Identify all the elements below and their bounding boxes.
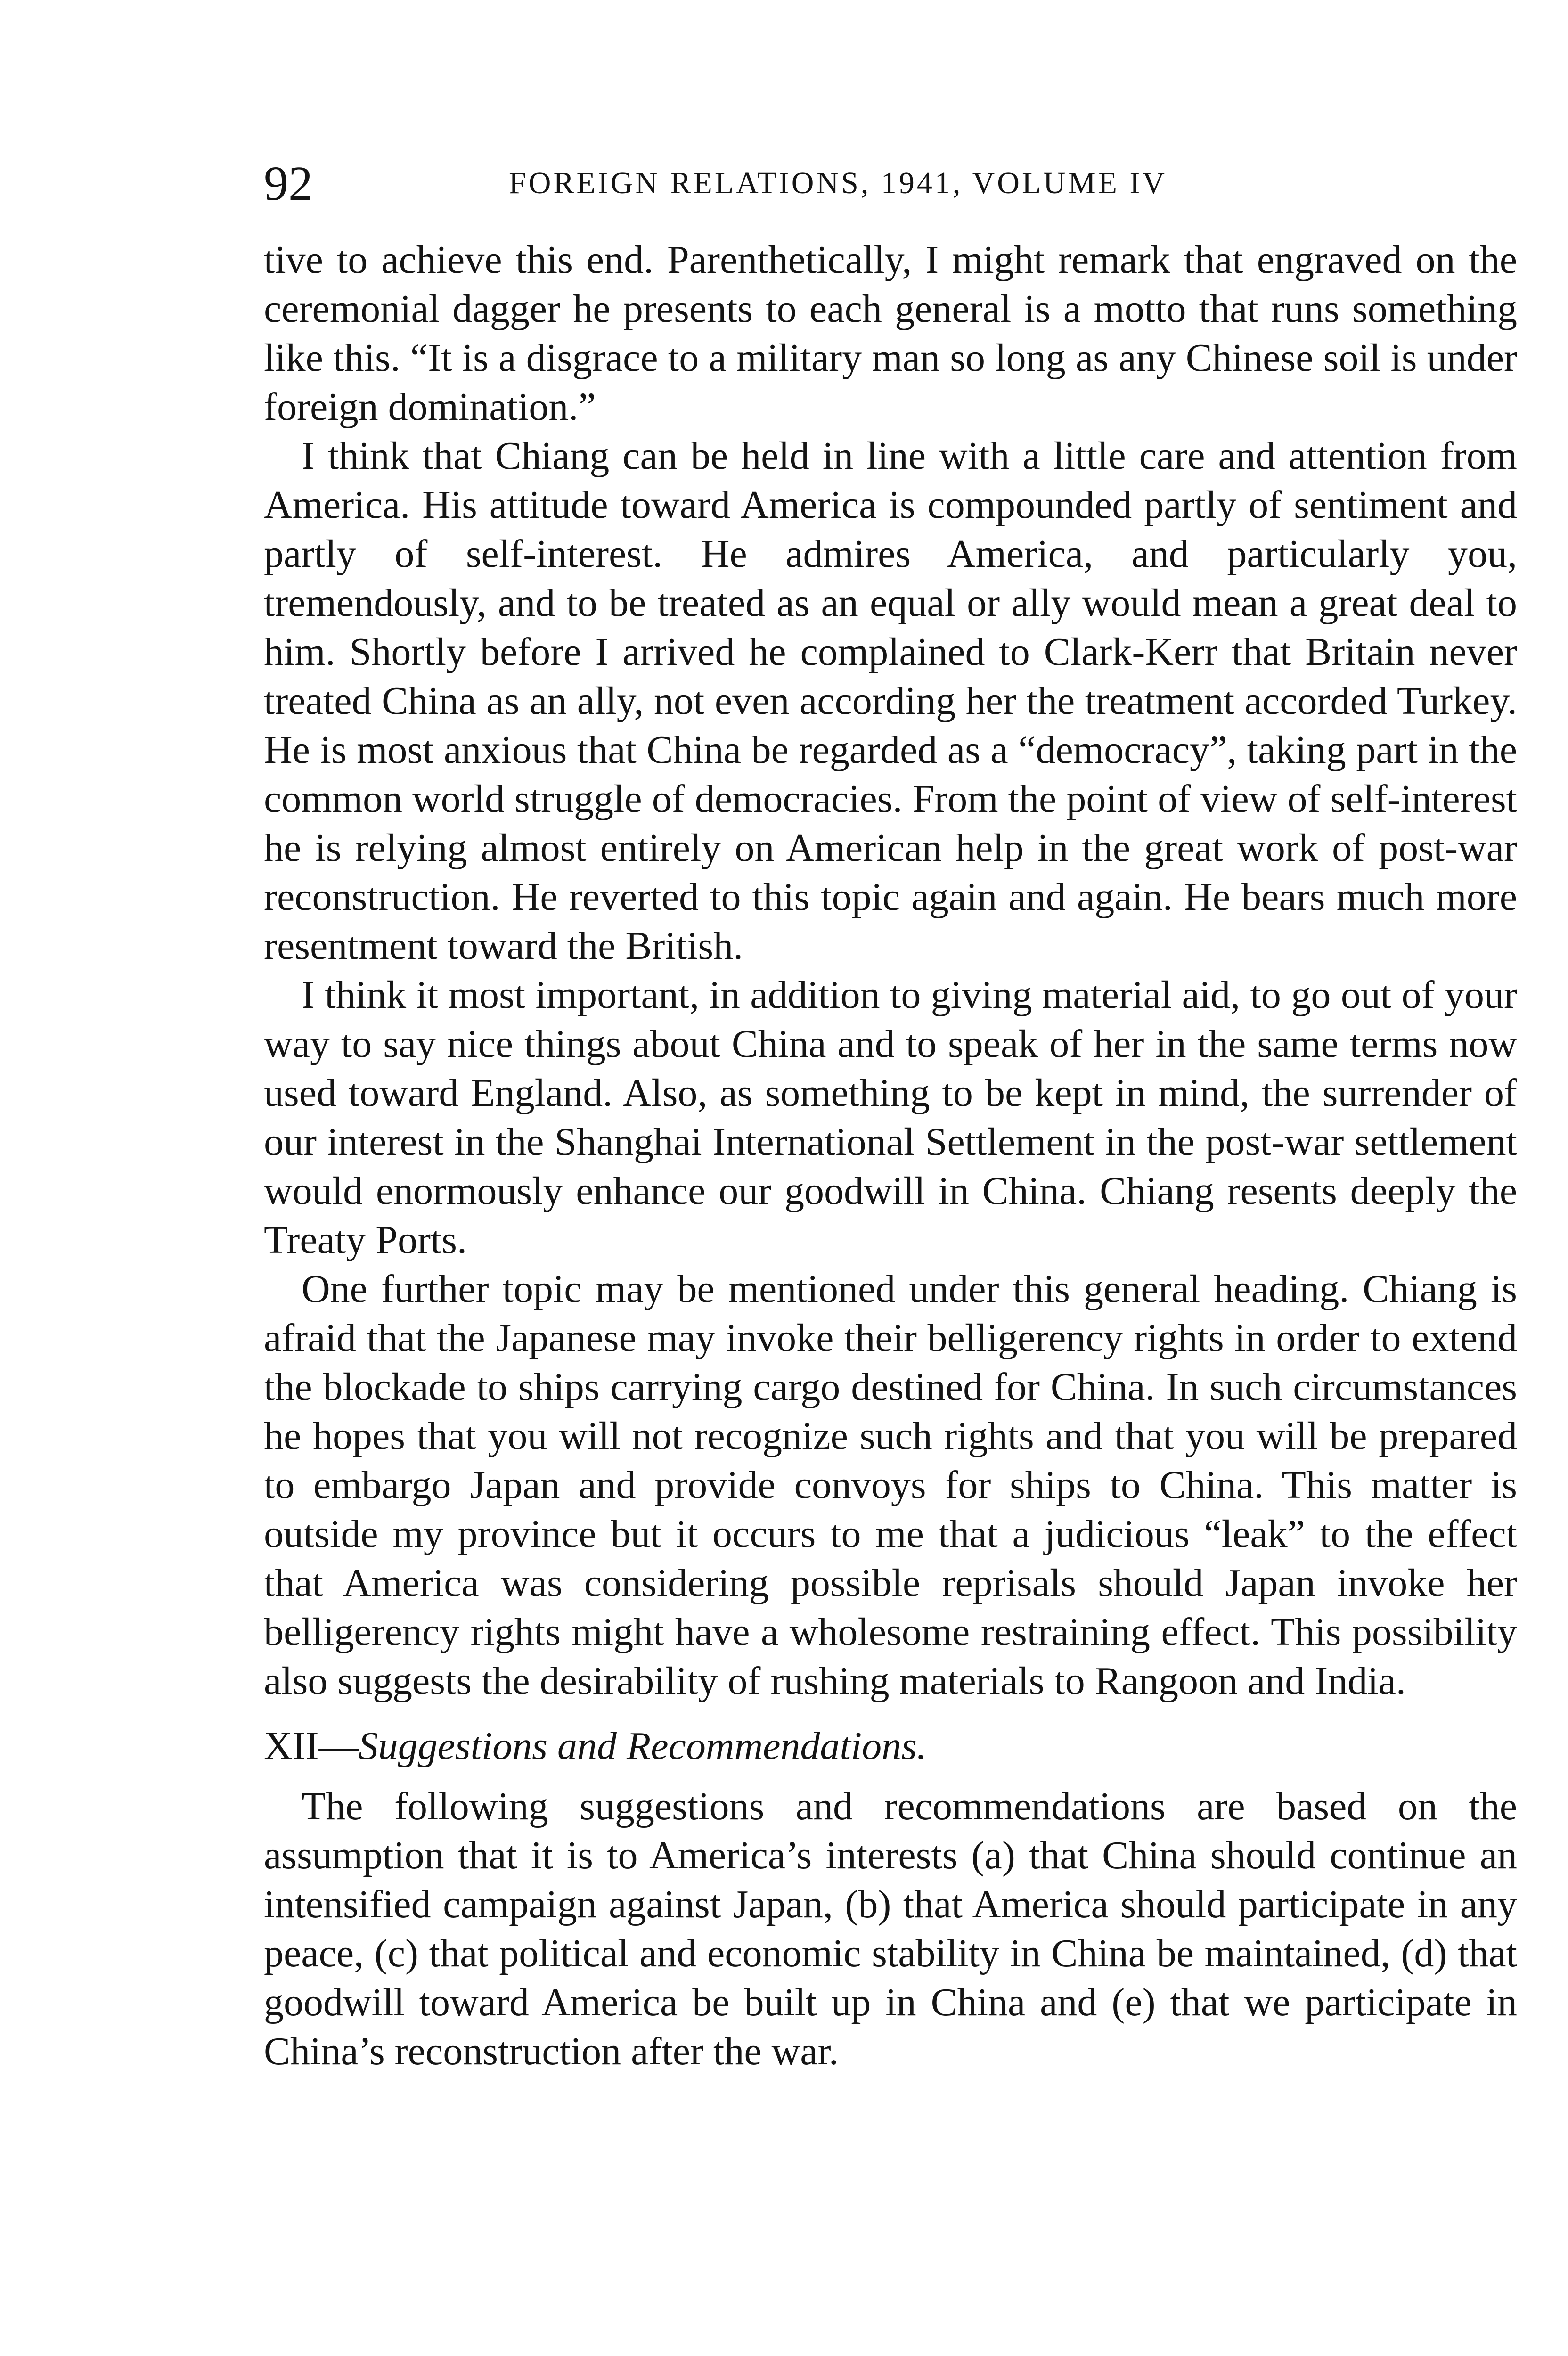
paragraph-3: I think it most important, in addition to giving material aid, to go out of your way to say nice things about China and to speak of her in the same terms now used toward England. Also, as something to be kept in mind, the surrender of our interest in the Shanghai International Settlement in the post-war settlement would enormously enhance our goodwill in China. Chiang resents deeply the Treaty Ports. (264, 973, 1517, 1262)
page-header (264, 155, 1536, 212)
section-title: Suggestions and Recommendations. (358, 1724, 927, 1768)
paragraph-1: tive to achieve this end. Parenthetically, I might remark that engraved on the ceremonial dagger he presents to each general is a motto that runs something like this. “It is a disgrace to a military man so long as any Chinese soil is under foreign domination.” (264, 238, 1517, 429)
section-number: XII— (264, 1724, 359, 1768)
paragraph-2: I think that Chiang can be held in line with a little care and attention from America. His attitude toward America is compounded partly of sentiment and partly of self-interest. He admires America, and particularly you, tremendously, and to be treated as an equal or ally would mean a great deal to him. Shortly before I arrived he complained to Clark-Kerr that Britain never treated China as an ally, not even according her the treatment accorded Turkey. He is most anxious that China be regarded as a “democracy”, taking part in the common world struggle of democracies. From the point of view of self-interest he is relying almost entirely on American help in the great work of post-war reconstruction. He reverted to this topic again and again. He bears much more resentment toward the British. (264, 434, 1517, 968)
section-heading (264, 1722, 1517, 1771)
running-head: FOREIGN RELATIONS, 1941, VOLUME IV (509, 166, 1168, 200)
paragraph-4: One further topic may be mentioned under this general heading. Chiang is afraid that the Japanese may invoke their belligerency rights in order to extend the blockade to ships carrying cargo destined for China. In such circumstances he hopes that you will not recognize such rights and that you will be prepared to embargo Japan and provide convoys for ships to China. This matter is outside my province but it occurs to me that a judicious “leak” to the effect that America was considering possible reprisals should Japan invoke her belligerency rights might have a wholesome restraining effect. This possibility also suggests the desirability of rushing materials to Rangoon and India. (264, 1267, 1517, 1703)
paragraph-5: The following suggestions and recommendations are based on the assumption that it is to America’s interests (a) that China should continue an intensified campaign against Japan, (b) that America should participate in any peace, (c) that political and economic stability in China be maintained, (d) that goodwill toward America be built up in China and (e) that we participate in China’s reconstruction after the war. (264, 1784, 1517, 2073)
body-text (264, 236, 1517, 2076)
page-number: 92 (264, 156, 313, 211)
